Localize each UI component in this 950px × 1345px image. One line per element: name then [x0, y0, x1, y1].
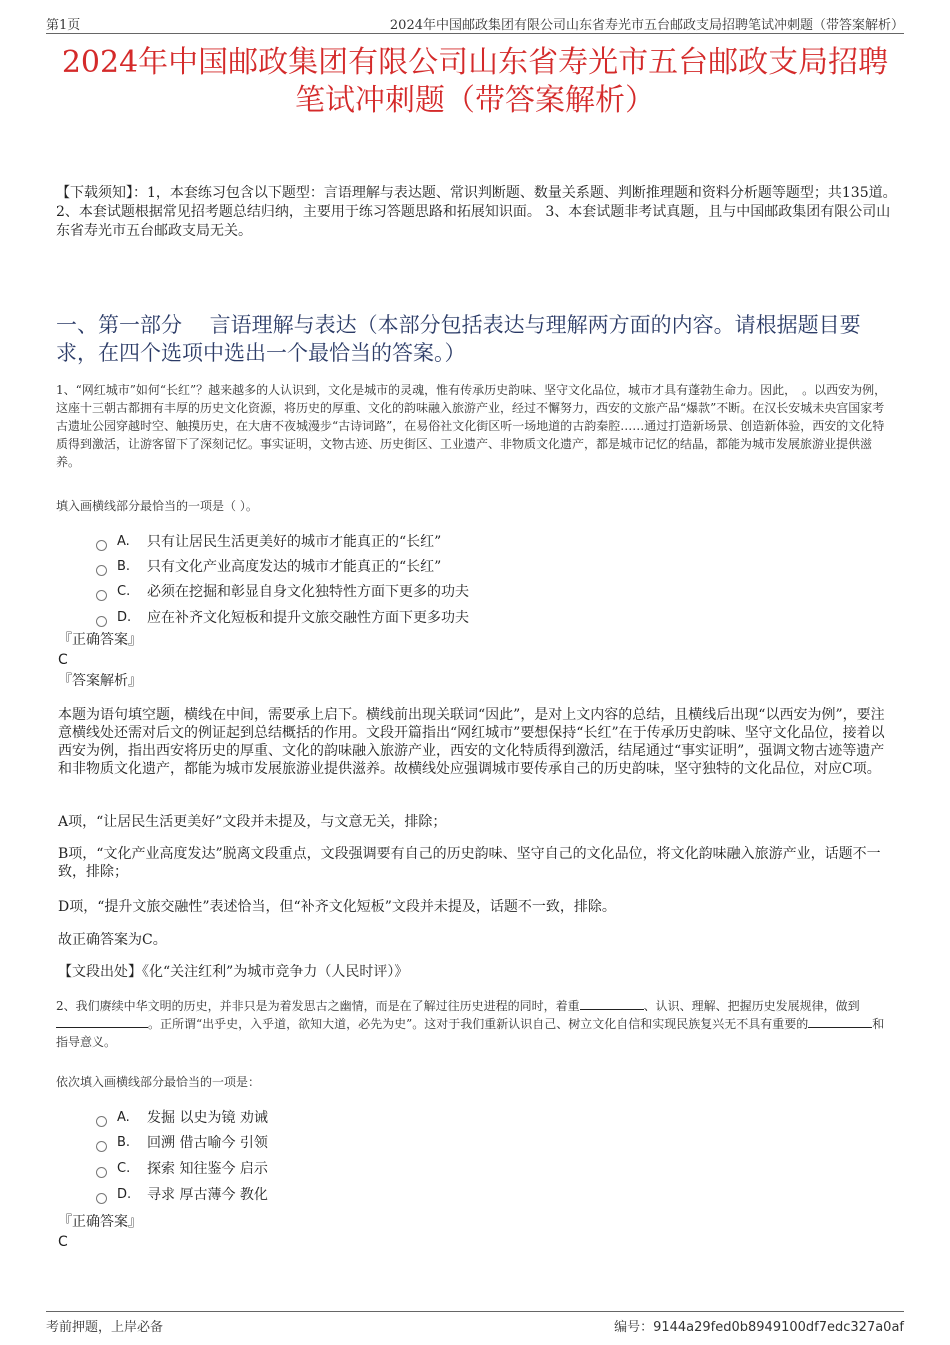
radio-icon[interactable] — [96, 1141, 107, 1152]
radio-icon[interactable] — [96, 1167, 107, 1178]
header-divider — [46, 33, 904, 34]
page-number: 第1页 — [46, 18, 81, 33]
page-title — [30, 44, 920, 120]
radio-icon[interactable] — [96, 1116, 107, 1127]
running-header: 2024年中国邮政集团有限公司山东省寿光市五台邮政支局招聘笔试冲刺题（带答案解析） — [389, 18, 904, 33]
fill-blank-3[interactable] — [808, 1015, 872, 1028]
q1-explain-d: D项，“提升文旅交融性”表述恰当，但“补齐文化短板”文段并未提及，话题不一致，排除。 — [58, 899, 616, 915]
radio-icon[interactable] — [96, 565, 107, 576]
q1-explain-b: B项，“文化产业高度发达”脱离文段重点，文段强调要有自己的历史韵味、坚守自己的文化品位，将文化韵味融入旅游产业，话题不一致，排除； — [58, 846, 881, 880]
download-notice: 【下载须知】：1，本套练习包含以下题型：言语理解与表达题、常识判断题、数量关系题、判断推理题和资料分析题等题型；共135道。 2、本套试题根据常见招考题总结归纳，主要用于练习答题思路和拓展知识面。 3、本套试题非考试真题，且与中国邮政集团有限公司山东省寿光市五台邮政支局无关。 — [56, 185, 897, 239]
q1-stem: 1、“网红城市”如何“长红”？越来越多的人认识到，文化是城市的灵魂，惟有传承历史韵味、坚守文化品位，城市才具有蓬勃生命力。因此， 。以西安为例，这座十三朝古都拥有丰厚的历史文化资源，将历史的厚重、文化的韵味融入旅游产业，经过不懈努力，西安的文旅产品“爆款”不断。在汉长安城未央宫国家考古遗址公园穿越时空、触摸历史，在大唐不夜城漫步“古诗词路”，在易俗社文化街区听一场地道的古韵秦腔……通过打造新场景、创造新体验，西安的文化特质得到激活，让游客留下了深刻记忆。事实证明，文物古迹、历史街区、工业遗产、非物质文化遗产，都是城市记忆的结晶，都能为城市发展旅游业提供滋养。 — [56, 383, 887, 469]
q2-answer: C — [58, 1234, 68, 1250]
q1-source: 【文段出处】《化“关注红利”为城市竞争力（人民时评）》 — [58, 964, 409, 980]
footer-slogan: 考前押题，上岸必备 — [46, 1320, 164, 1335]
q1-analysis: 本题为语句填空题，横线在中间，需要承上启下。横线前出现关联词“因此”，是对上文内容的总结，且横线后出现“以西安为例”，要注意横线处还需对后文的例证起到总结概括的作用。文段开篇指出“网红城市”要想保持“长红”在于传承历史韵味、坚守文化品位，接着以西安为例，指出西安将历史的厚重、文化的韵味融入旅游产业，西安的文化特质得到激活，结尾通过“事实证明”，强调文物古迹等遗产和非物质文化遗产，都能为城市发展旅游业提供滋养。故横线处应强调城市要传承自己的历史韵味，坚守独特的文化品位，对应C项。 — [58, 707, 885, 777]
q1-option-b[interactable]: B. 只有文化产业高度发达的城市才能真正的“长红” — [96, 557, 441, 577]
radio-icon[interactable] — [96, 1193, 107, 1204]
title-line-2: 笔试冲刺题（带答案解析） — [295, 83, 655, 118]
title-line-1: 2024年中国邮政集团有限公司山东省寿光市五台邮政支局招聘 — [61, 45, 889, 80]
footer-divider — [46, 1311, 904, 1312]
section-title: 一、第一部分 言语理解与表达（本部分包括表达与理解两方面的内容。请根据题目要求，在四个选项中选出一个最恰当的答案。） — [56, 313, 861, 365]
radio-icon[interactable] — [96, 590, 107, 601]
q1-answer: C — [58, 652, 68, 668]
q1-prompt: 填入画横线部分最恰当的一项是（ ）。 — [56, 499, 258, 513]
q1-analysis-label: 『答案解析』 — [58, 673, 142, 689]
q1-answer-label: 『正确答案』 — [58, 632, 142, 648]
q1-option-d[interactable]: D. 应在补齐文化短板和提升文旅交融性方面下更多功夫 — [96, 608, 469, 628]
q2-answer-label: 『正确答案』 — [58, 1214, 142, 1230]
q2-stem: 2、我们赓续中华文明的历史，并非只是为着发思古之幽情，而是在了解过往历史进程的同时，着重 、认识、理解、把握历史发展规律，做到。正所谓“出乎史，入乎道，欲知大道，必先为史”。这对于我们重新认识自己、树立文化自信和实现民族复兴无不具有重要的 和指导意义。 — [56, 999, 885, 1049]
q2-option-c[interactable]: C. 探索 知往鉴今 启示 — [96, 1159, 268, 1179]
document-id: 编号：9144a29fed0b8949100df7edc327a0af — [614, 1320, 904, 1335]
q2-prompt: 依次填入画横线部分最恰当的一项是： — [56, 1075, 261, 1089]
radio-icon[interactable] — [96, 616, 107, 627]
q2-option-b[interactable]: B. 回溯 借古喻今 引领 — [96, 1133, 268, 1153]
q1-conclusion: 故正确答案为C。 — [58, 932, 167, 948]
q1-explain-a: A项，“让居民生活更美好”文段并未提及，与文意无关，排除； — [58, 814, 447, 830]
radio-icon[interactable] — [96, 540, 107, 551]
q2-option-d[interactable]: D. 寻求 厚古薄今 教化 — [96, 1185, 268, 1205]
q1-option-a[interactable]: A. 只有让居民生活更美好的城市才能真正的“长红” — [96, 532, 441, 552]
fill-blank-1[interactable] — [580, 997, 644, 1010]
q1-option-c[interactable]: C. 必须在挖掘和彰显自身文化独特性方面下更多的功夫 — [96, 582, 469, 602]
q2-option-a[interactable]: A. 发掘 以史为镜 劝诫 — [96, 1108, 268, 1128]
fill-blank-2[interactable] — [56, 1015, 148, 1028]
